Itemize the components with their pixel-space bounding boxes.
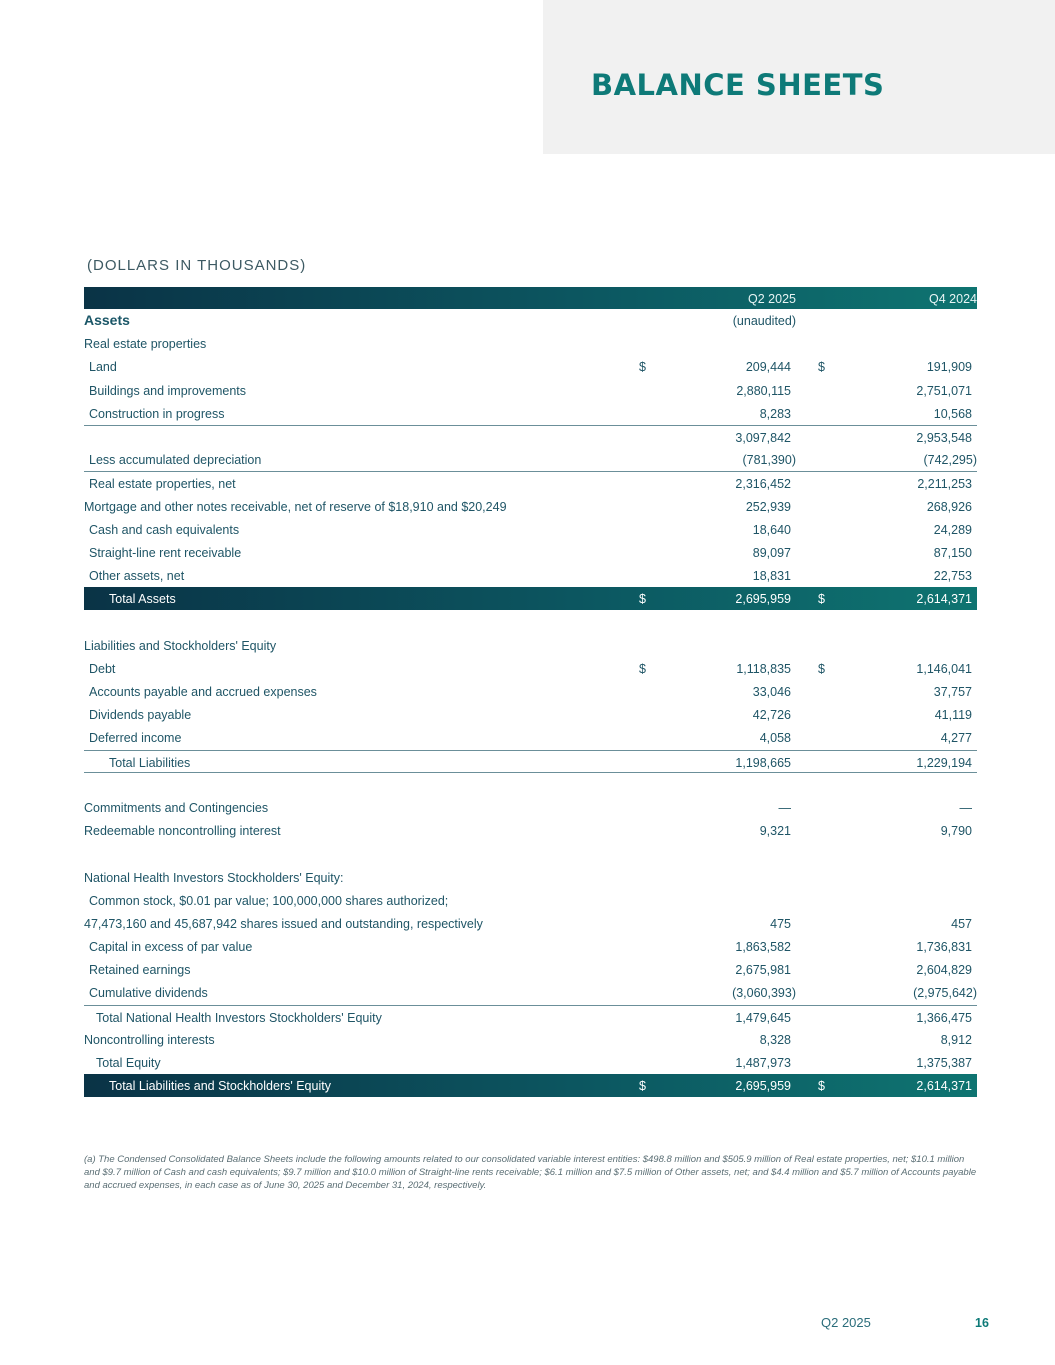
- total-liabilities-equity-row: [84, 1074, 977, 1097]
- value-q4: 1,375,387: [916, 1056, 972, 1070]
- value-q2: 18,640: [752, 522, 791, 537]
- value-q4: 41,119: [934, 708, 972, 723]
- row-label: Redeemable noncontrolling interest: [84, 824, 281, 839]
- currency-symbol: $: [818, 360, 825, 375]
- value-q2: 1,479,645: [735, 1010, 791, 1025]
- table-row: [84, 680, 977, 703]
- total-nhi-equity-row: [84, 1005, 977, 1028]
- value-q2: 2,675,981: [735, 963, 791, 978]
- table-row: [84, 541, 977, 564]
- value-q4: 2,751,071: [916, 383, 972, 398]
- value-q4: 10,568: [933, 406, 972, 421]
- table-row: [84, 355, 977, 378]
- real-estate-heading: Real estate properties: [84, 337, 207, 352]
- nhi-equity-heading: National Health Investors Stockholders' Equity:: [84, 870, 344, 885]
- footer-period-label: Q2 2025: [821, 1315, 871, 1330]
- value-q4: 22,753: [933, 569, 972, 584]
- row-label: Dividends payable: [89, 708, 192, 723]
- value-q2: 8,283: [759, 406, 791, 421]
- currency-symbol: $: [639, 360, 646, 375]
- column-header-q2-2025: Q2 2025: [748, 292, 796, 306]
- value-q2: 3,097,842: [735, 430, 791, 445]
- column-header-q4-2024: Q4 2024: [929, 292, 977, 306]
- row-label: Total National Health Investors Stockholders' Equity: [96, 1010, 382, 1025]
- value-q2: 2,880,115: [736, 383, 791, 398]
- table-row: [84, 495, 977, 518]
- row-label: Retained earnings: [89, 963, 191, 978]
- table-row: [84, 402, 977, 425]
- row-label: 47,473,160 and 45,687,942 shares issued and outstanding, respectively: [84, 916, 483, 931]
- page-number: 16: [975, 1316, 989, 1330]
- table-row: [84, 819, 977, 842]
- value-q2: 89,097: [752, 545, 791, 560]
- value-q4: 2,614,371: [916, 592, 972, 607]
- common-stock-description: Common stock, $0.01 par value; 100,000,000 shares authorized;: [89, 893, 449, 908]
- value-q2: (3,060,393): [732, 986, 796, 1001]
- value-q4: 9,790: [940, 824, 972, 839]
- row-label: Debt: [89, 661, 116, 676]
- table-row: [84, 726, 977, 749]
- value-q2: 33,046: [752, 685, 791, 699]
- table-row: [84, 889, 977, 912]
- table-row: [84, 564, 977, 587]
- currency-symbol: $: [639, 661, 646, 676]
- table-row: [84, 379, 977, 402]
- row-label: Other assets, net: [89, 569, 185, 584]
- total-equity-row: [84, 1051, 977, 1074]
- value-q4: 268,926: [926, 499, 972, 514]
- value-q2: 2,695,959: [735, 1079, 791, 1094]
- value-q4: 1,146,041: [916, 661, 972, 676]
- table-row: [84, 796, 977, 819]
- row-label: Total Assets: [109, 592, 176, 607]
- value-q2: 9,321: [759, 824, 791, 839]
- value-q2: 2,316,452: [735, 477, 791, 492]
- table-row: [84, 657, 977, 680]
- value-q4: (742,295): [923, 453, 977, 468]
- row-label: Land: [89, 360, 117, 375]
- value-q4: (2,975,642): [913, 986, 977, 1001]
- currency-symbol: $: [818, 592, 825, 607]
- title-panel: [543, 0, 1055, 154]
- value-q2: 475: [770, 916, 791, 931]
- row-label: Deferred income: [89, 731, 182, 746]
- value-q4: 24,289: [933, 522, 972, 537]
- row-label: Total Equity: [96, 1056, 161, 1070]
- assets-heading-row: [84, 309, 977, 332]
- spacer: [84, 610, 977, 633]
- row-label: Total Liabilities: [109, 755, 191, 770]
- value-q4: 1,736,831: [916, 940, 972, 955]
- value-q2: 1,487,973: [735, 1056, 791, 1070]
- spacer: [84, 842, 977, 865]
- row-label: Real estate properties, net: [89, 477, 236, 492]
- row-label: Total Liabilities and Stockholders' Equity: [109, 1079, 331, 1094]
- currency-symbol: $: [818, 661, 825, 676]
- value-q2: 1,118,835: [736, 661, 791, 676]
- spacer: [84, 773, 977, 796]
- section-heading-row: [84, 866, 977, 889]
- row-label: Mortgage and other notes receivable, net of reserve of $18,910 and $20,249: [84, 499, 507, 514]
- row-label: Buildings and improvements: [89, 383, 247, 398]
- value-q2: 209,444: [745, 360, 791, 375]
- table-row: [84, 703, 977, 726]
- liabilities-heading: Liabilities and Stockholders' Equity: [84, 638, 277, 653]
- table-row: [84, 981, 977, 1004]
- row-label: Construction in progress: [89, 406, 225, 421]
- row-label: Less accumulated depreciation: [89, 453, 262, 468]
- table-row: [84, 518, 977, 541]
- value-q4: —: [959, 800, 972, 815]
- row-label: Straight-line rent receivable: [89, 545, 242, 560]
- value-q2: 1,863,582: [735, 940, 791, 955]
- value-q2: 42,726: [752, 708, 791, 723]
- value-q4: 2,614,371: [916, 1079, 972, 1094]
- value-q2: 8,328: [759, 1032, 791, 1047]
- table-row: [84, 935, 977, 958]
- row-label: Noncontrolling interests: [84, 1032, 215, 1047]
- unaudited-note: (unaudited): [732, 314, 796, 328]
- footnote: (a) The Condensed Consolidated Balance Sheets include the following amounts related to our consolidated variable interest entities: $498.8 million and $505.9 million of Real estate properties, net; $10.1 million and $9.7 million of Cash and cash equivalents; $9.7 million and $10.0 million of Straight-line rents receivable; $6.1 million and $7.5 million of Other assets, net; and $4.4 million and $5.7 million of Accounts payable and accrued expenses, in each case as of June 30, 2025 and December 31, 2024, respectively.: [84, 1154, 977, 1191]
- table-row: [84, 912, 977, 935]
- value-q2: —: [778, 800, 791, 815]
- value-q4: 2,604,829: [916, 963, 972, 978]
- row-label: Cumulative dividends: [89, 986, 208, 1001]
- value-q2: 2,695,959: [735, 592, 791, 607]
- value-q4: 457: [951, 916, 972, 931]
- value-q4: 4,277: [940, 731, 972, 746]
- table-header-row: [84, 287, 977, 309]
- table-row: [84, 448, 977, 471]
- table-row: [84, 471, 977, 494]
- value-q2: 18,831: [752, 569, 791, 584]
- value-q4: 2,953,548: [916, 430, 972, 445]
- row-label: Capital in excess of par value: [89, 940, 253, 955]
- row-label: Cash and cash equivalents: [89, 522, 240, 537]
- value-q4: 191,909: [926, 360, 972, 375]
- value-q4: 1,366,475: [916, 1010, 972, 1025]
- currency-symbol: $: [639, 1079, 646, 1094]
- value-q2: 252,939: [745, 499, 791, 514]
- section-heading-row: [84, 634, 977, 657]
- subtotal-row: [84, 425, 977, 448]
- row-label: Commitments and Contingencies: [84, 800, 269, 815]
- value-q2: 4,058: [759, 731, 791, 746]
- value-q4: 8,912: [940, 1032, 972, 1047]
- assets-heading: Assets: [84, 312, 130, 328]
- value-q2: (781,390): [742, 453, 796, 468]
- value-q4: 37,757: [933, 685, 972, 699]
- page-title: BALANCE SHEETS: [591, 68, 885, 102]
- section-heading-row: [84, 332, 977, 355]
- value-q4: 2,211,253: [917, 477, 972, 492]
- total-assets-row: [84, 587, 977, 610]
- total-liabilities-row: [84, 750, 977, 773]
- currency-symbol: $: [818, 1079, 825, 1094]
- row-label: Accounts payable and accrued expenses: [89, 685, 317, 699]
- value-q2: 1,198,665: [735, 755, 791, 770]
- units-label: (DOLLARS IN THOUSANDS): [87, 257, 307, 274]
- currency-symbol: $: [639, 592, 646, 607]
- value-q4: 1,229,194: [916, 755, 972, 770]
- balance-sheet-table: [84, 287, 977, 1097]
- value-q4: 87,150: [933, 545, 972, 560]
- table-row: [84, 1028, 977, 1051]
- table-row: [84, 958, 977, 981]
